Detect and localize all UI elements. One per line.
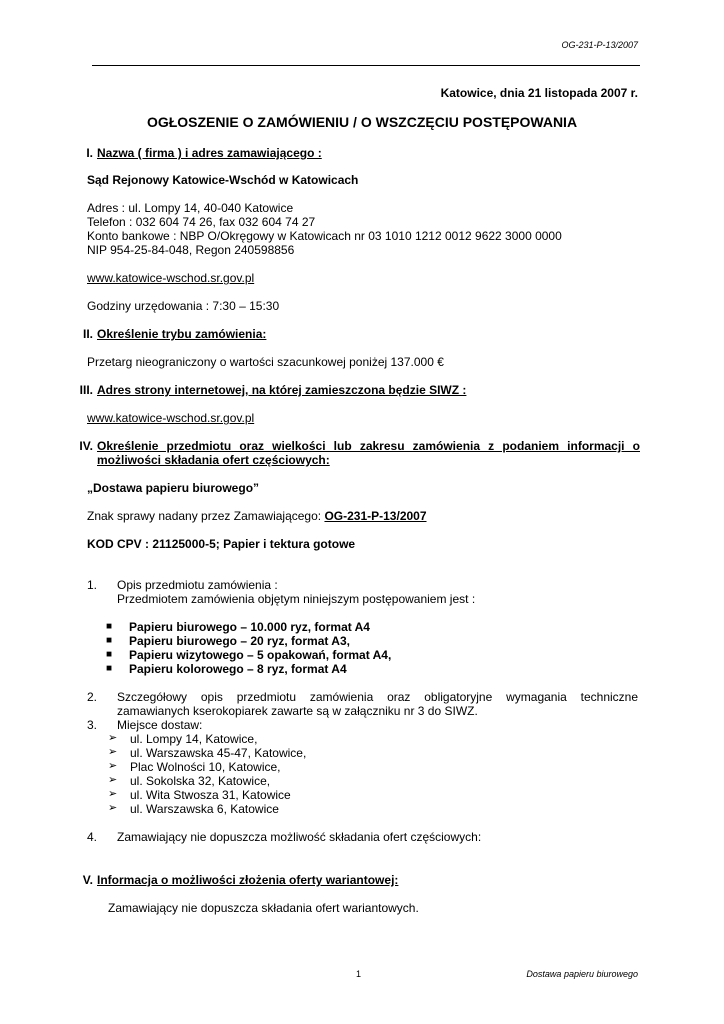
bullet-item: Papieru biurowego – 10.000 ryz, format A4 <box>129 620 370 634</box>
bank-account-line: Konto bankowe : NBP O/Okręgowy w Katowicach nr 03 1010 1212 0012 9622 3000 0000 <box>87 229 562 243</box>
delivery-place: ul. Wita Stwosza 31, Katowice <box>130 788 291 802</box>
page-number: 1 <box>356 969 362 979</box>
document-date: Katowice, dnia 21 listopada 2007 r. <box>440 86 638 100</box>
section-4-title-cont: możliwości składania ofert częściowych: <box>97 453 330 467</box>
section-4-number: IV. <box>79 439 93 453</box>
case-number-line <box>87 509 427 523</box>
footer-title: Dostawa papieru biurowego <box>526 969 638 979</box>
item-1-title: Opis przedmiotu zamówienia : <box>117 578 278 592</box>
item-4-number: 4. <box>87 830 98 844</box>
item-1-number: 1. <box>87 578 98 592</box>
bullet-icon: ■ <box>106 649 113 660</box>
arrow-bullet-icon: ➢ <box>108 788 118 800</box>
case-number-label: Znak sprawy nadany przez Zamawiającego: <box>87 509 325 523</box>
cpv-code: KOD CPV : 21125000-5; Papier i tektura gotowe <box>87 537 356 551</box>
item-2-text: Szczegółowy opis przedmiotu zamówienia oraz obligatoryjne wymagania techniczne <box>117 690 638 704</box>
item-3-number: 3. <box>87 718 98 732</box>
item-2-number: 2. <box>87 690 98 704</box>
section-1-number: I. <box>86 146 93 160</box>
section-4-title: Określenie przedmiotu oraz wielkości lub zakresu zamówienia z podaniem informacji o <box>97 439 640 453</box>
item-4-text: Zamawiający nie dopuszcza możliwość składania ofert częściowych: <box>117 830 482 844</box>
arrow-bullet-icon: ➢ <box>108 746 118 758</box>
arrow-bullet-icon: ➢ <box>108 732 118 744</box>
order-subject: „Dostawa papieru biurowego” <box>87 481 260 495</box>
website-link[interactable]: www.katowice-wschod.sr.gov.pl <box>87 271 255 285</box>
office-hours: Godziny urzędowania : 7:30 – 15:30 <box>87 299 280 313</box>
header-rule <box>92 65 640 66</box>
delivery-place: Plac Wolności 10, Katowice, <box>130 760 281 774</box>
bullet-item: Papieru kolorowego – 8 ryz, format A4 <box>129 662 347 676</box>
section-1-title: Nazwa ( firma ) i adres zamawiającego : <box>97 146 322 160</box>
case-number-code: OG-231-P-13/2007 <box>324 509 427 523</box>
procedure-type: Przetarg nieograniczony o wartości szacunkowej poniżej 137.000 € <box>87 355 444 369</box>
siwz-website-link[interactable]: www.katowice-wschod.sr.gov.pl <box>87 411 255 425</box>
bullet-icon: ■ <box>106 663 113 674</box>
item-2-text-cont: zamawianych kserokopiarek zawarte są w załączniku nr 3 do SIWZ. <box>117 704 478 718</box>
organization-name: Sąd Rejonowy Katowice-Wschód w Katowicach <box>87 173 359 187</box>
variant-offer-text: Zamawiający nie dopuszcza składania ofert wariantowych. <box>108 901 419 915</box>
delivery-place: ul. Lompy 14, Katowice, <box>130 732 258 746</box>
delivery-place: ul. Sokolska 32, Katowice, <box>130 774 271 788</box>
section-3-title: Adres strony internetowej, na której zamieszczona będzie SIWZ : <box>97 383 467 397</box>
phone-line: Telefon : 032 604 74 26, fax 032 604 74 27 <box>87 215 316 229</box>
section-5-title: Informacja o możliwości złożenia oferty wariantowej: <box>97 873 399 887</box>
section-5-number: V. <box>82 873 93 887</box>
arrow-bullet-icon: ➢ <box>108 774 118 786</box>
bullet-icon: ■ <box>106 635 113 646</box>
delivery-place: ul. Warszawska 6, Katowice <box>130 802 279 816</box>
arrow-bullet-icon: ➢ <box>108 760 118 772</box>
bullet-icon: ■ <box>106 621 113 632</box>
bullet-item: Papieru wizytowego – 5 opakowań, format A4, <box>129 648 392 662</box>
section-2-title: Określenie trybu zamówienia: <box>97 327 267 341</box>
item-1-desc: Przedmiotem zamówienia objętym niniejszym postępowaniem jest : <box>117 592 476 606</box>
nip-regon-line: NIP 954-25-84-048, Regon 240598856 <box>87 243 295 257</box>
delivery-place: ul. Warszawska 45-47, Katowice, <box>130 746 307 760</box>
page-title: OGŁOSZENIE O ZAMÓWIENIU / O WSZCZĘCIU POSTĘPOWANIA <box>146 114 578 130</box>
item-3-title: Miejsce dostaw: <box>117 718 203 732</box>
section-2-number: II. <box>82 327 93 341</box>
document-code: OG-231-P-13/2007 <box>561 40 638 50</box>
arrow-bullet-icon: ➢ <box>108 802 118 814</box>
address-line: Adres : ul. Lompy 14, 40-040 Katowice <box>87 201 294 215</box>
bullet-item: Papieru biurowego – 20 ryz, format A3, <box>129 634 350 648</box>
section-3-number: III. <box>79 383 93 397</box>
